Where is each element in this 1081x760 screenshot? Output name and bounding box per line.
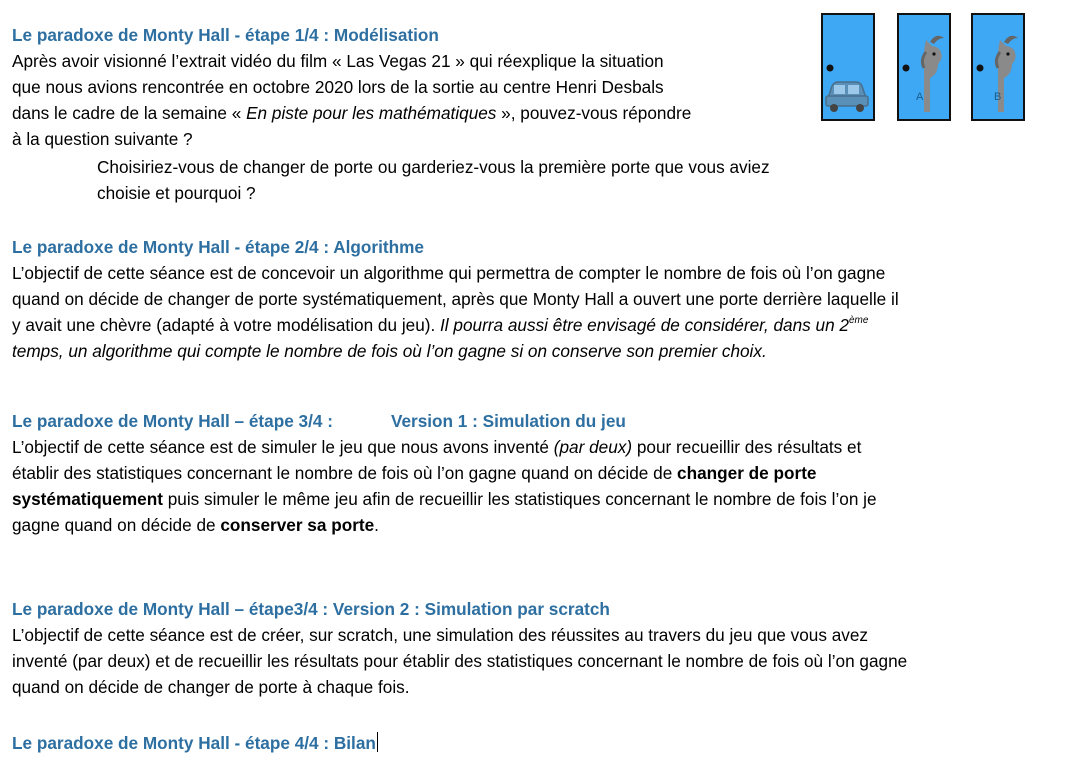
door-b-goat-icon (972, 14, 1024, 120)
section-2-line-2: quand on décide de changer de porte systématiquement, après que Monty Hall a ouvert une porte derrière laquelle il (12, 289, 899, 309)
door-label-a: A (916, 91, 924, 103)
bold-run: changer de porte (677, 463, 817, 483)
heading-text: Le paradoxe de Monty Hall - étape 4/4 : Bilan (12, 733, 376, 753)
section-1-heading: Le paradoxe de Monty Hall - étape 1/4 : Modélisation (12, 25, 439, 45)
text-run: y avait une chèvre (adapté à votre modélisation du jeu). (12, 315, 441, 335)
bold-run: conserver sa porte (220, 515, 375, 535)
door-a-goat-icon (898, 14, 950, 120)
door-car-icon (822, 14, 874, 120)
section-2-line-1: L’objectif de cette séance est de concevoir un algorithme qui permettra de compter le nombre de fois où l’on gagne (12, 263, 886, 283)
text-cursor (377, 732, 378, 752)
section-4-heading: Le paradoxe de Monty Hall – étape3/4 : Version 2 : Simulation par scratch (12, 599, 610, 619)
italic-run: temps, un algorithme qui compte le nombre de fois où l’on gagne si on conserve son premier choix. (12, 341, 767, 361)
question-line-2: choisie et pourquoi ? (97, 183, 256, 203)
italic-run: (par deux) (553, 437, 633, 457)
section-1-line-3 (12, 100, 691, 126)
text-run: puis simuler le même jeu afin de recueillir les statistiques concernant le nombre de fois l’on je (162, 489, 877, 509)
text-run: pour recueillir des résultats et (632, 437, 862, 457)
text-run: L’objectif de cette séance est de simuler le jeu que nous avons inventé (12, 437, 554, 457)
text-run: . (374, 515, 379, 535)
section-1-line-1: Après avoir visionné l’extrait vidéo du film « Las Vegas 21 » qui réexplique la situation (12, 51, 664, 71)
heading-part: Le paradoxe de Monty Hall – étape 3/4 : (12, 411, 333, 431)
text-run: gagne quand on décide de (12, 515, 221, 535)
section-1-line-2: que nous avions rencontrée en octobre 2020 lors de la sortie au centre Henri Desbals (12, 77, 664, 97)
bold-run: systématiquement (12, 489, 163, 509)
section-3-line-1 (12, 434, 861, 460)
section-3-heading (12, 408, 626, 434)
section-4-line-2: inventé (par deux) et de recueillir les résultats pour établir des statistiques concernant le nombre de fois où l’on gagne (12, 651, 908, 671)
three-doors-car-goats-icon (820, 12, 1026, 124)
text-run: dans le cadre de la semaine « (12, 103, 247, 123)
section-2-line-3 (12, 312, 868, 338)
section-1-line-4: à la question suivante ? (12, 129, 193, 149)
section-4-line-1: L’objectif de cette séance est de créer, sur scratch, une simulation des réussites au travers du jeu que vous avez (12, 625, 869, 645)
section-5-heading (12, 730, 378, 756)
door-label-b: B (994, 91, 1002, 103)
section-3-line-3 (12, 486, 877, 512)
text-run: », pouvez-vous répondre (496, 103, 692, 123)
section-4-line-3: quand on décide de changer de porte à chaque fois. (12, 677, 410, 697)
section-2-heading: Le paradoxe de Monty Hall - étape 2/4 : Algorithme (12, 237, 424, 257)
doors-illustration (820, 12, 1026, 124)
superscript: ème (848, 315, 869, 326)
section-3-line-4 (12, 512, 379, 538)
text-run: établir des statistiques concernant le nombre de fois où l’on gagne quand on décide de (12, 463, 678, 483)
section-3-line-2 (12, 460, 817, 486)
section-2-line-4 (12, 338, 767, 364)
italic-run: Il pourra aussi être envisagé de considérer, dans un 2 (440, 315, 849, 335)
question-line-1: Choisiriez-vous de changer de porte ou garderiez-vous la première porte que vous aviez (97, 157, 770, 177)
italic-run: En piste pour les mathématiques (246, 103, 497, 123)
heading-part: Version 1 : Simulation du jeu (390, 411, 626, 431)
